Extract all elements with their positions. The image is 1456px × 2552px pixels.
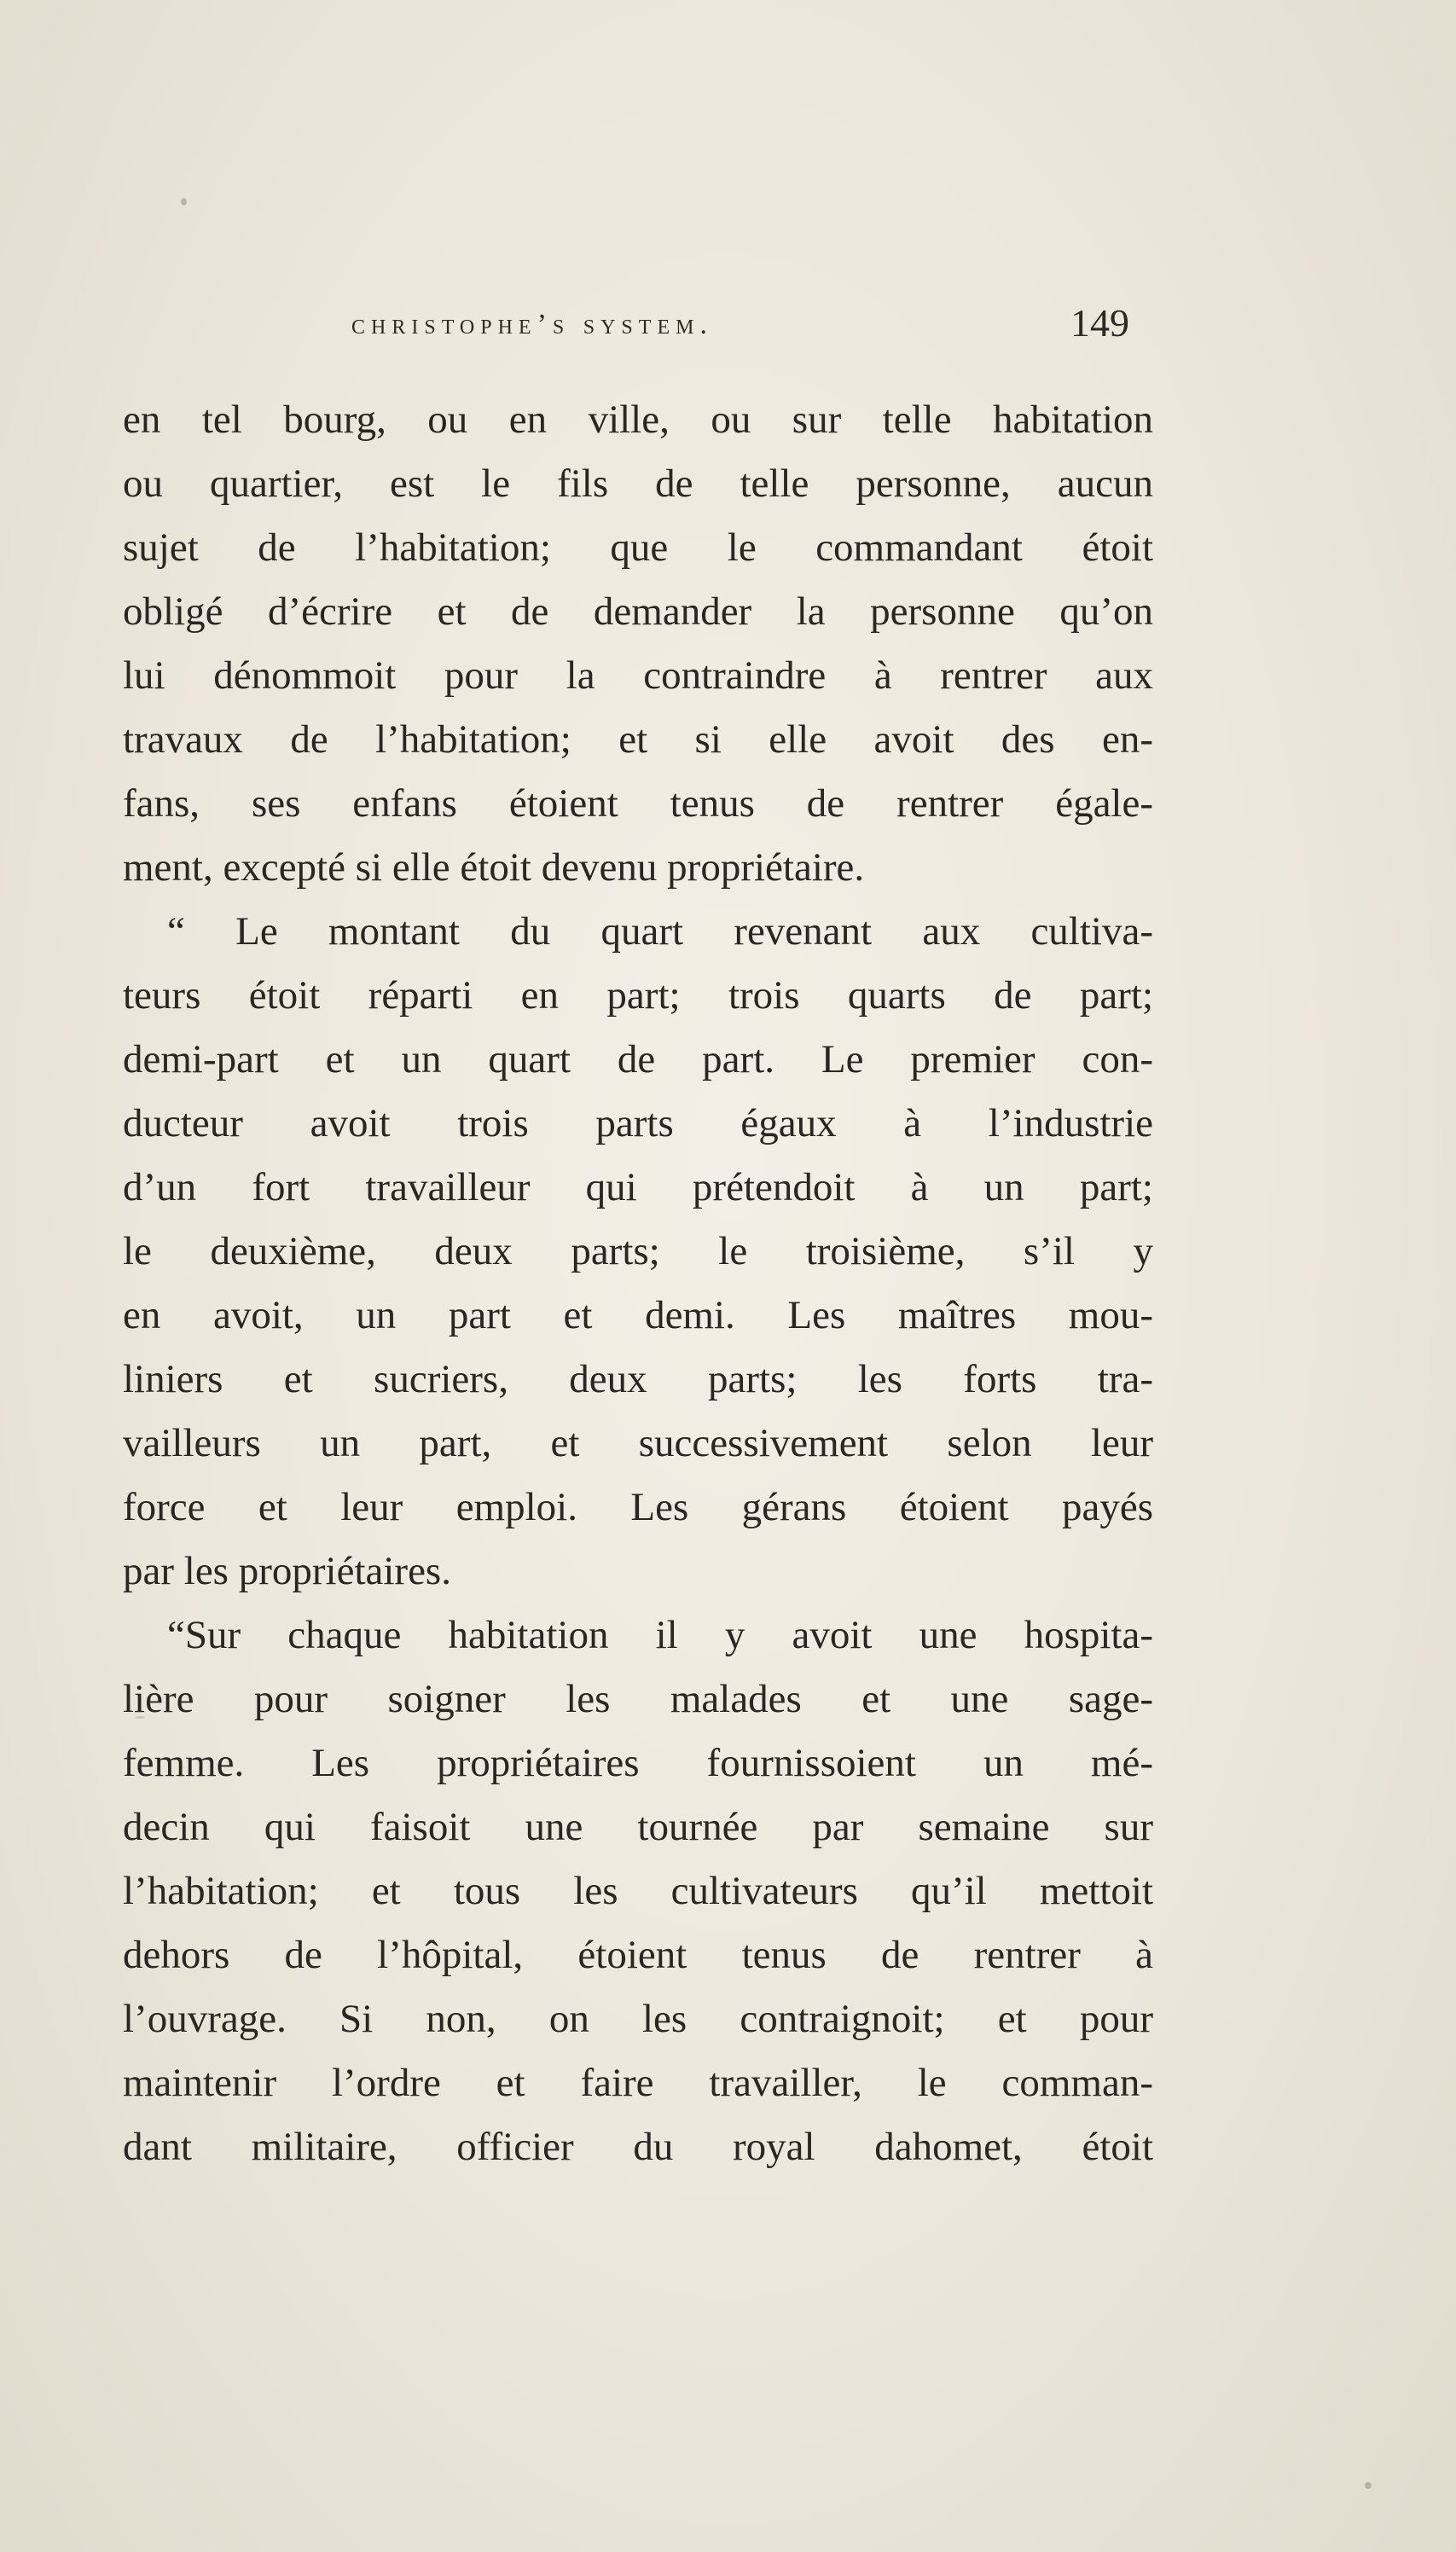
text-line: dehors de l’hôpital, étoient tenus de rentrer à — [123, 1933, 1153, 1977]
text-line: ment, excepté si elle étoit devenu propriétaire. — [123, 845, 865, 890]
text-line: “ Le montant du quart revenant aux cultiva- — [167, 909, 1153, 954]
text-line: l’habitation; et tous les cultivateurs qu’il mettoit — [123, 1869, 1153, 1913]
running-title: christophe’s system. — [351, 309, 713, 340]
running-head — [123, 300, 1129, 351]
text-line: force et leur emploi. Les gérans étoient payés — [123, 1485, 1153, 1529]
text-line: le deuxième, deux parts; le troisième, s’il y — [123, 1229, 1153, 1273]
text-line: d’un fort travailleur qui prétendoit à un part; — [123, 1165, 1153, 1209]
text-line: dant militaire, officier du royal dahomet, étoit — [123, 2125, 1153, 2169]
text-line: vailleurs un part, et successivement selon leur — [123, 1421, 1153, 1465]
text-line: l’ouvrage. Si non, on les contraignoit; et pour — [123, 1997, 1153, 2041]
paper-blemish — [181, 198, 187, 206]
text-line: en tel bourg, ou en ville, ou sur telle habitation — [123, 397, 1153, 442]
text-line: decin qui faisoit une tournée par semaine sur — [123, 1805, 1153, 1849]
text-line: lière pour soigner les malades et une sage- — [123, 1677, 1153, 1721]
page-number: 149 — [1070, 301, 1129, 345]
body-text — [123, 388, 1153, 2179]
text-line: obligé d’écrire et de demander la personne qu’on — [123, 589, 1153, 634]
paper-blemish — [1365, 2482, 1372, 2489]
paragraph — [123, 388, 1153, 900]
text-line: teurs étoit réparti en part; trois quarts de part; — [123, 973, 1153, 1018]
text-line: femme. Les propriétaires fournissoient un mé- — [123, 1741, 1153, 1785]
text-line: par les propriétaires. — [123, 1549, 451, 1593]
text-line: “Sur chaque habitation il y avoit une hospita- — [167, 1613, 1153, 1657]
text-line: lui dénommoit pour la contraindre à rentrer aux — [123, 653, 1153, 698]
text-line: en avoit, un part et demi. Les maîtres mou- — [123, 1293, 1153, 1337]
text-line: sujet de l’habitation; que le commandant étoit — [123, 525, 1153, 570]
text-line: liniers et sucriers, deux parts; les forts tra- — [123, 1357, 1153, 1401]
text-line: demi-part et un quart de part. Le premier con- — [123, 1037, 1153, 1082]
text-line: ou quartier, est le fils de telle personne, aucun — [123, 461, 1153, 506]
text-line: ducteur avoit trois parts égaux à l’industrie — [123, 1101, 1153, 1146]
text-line: fans, ses enfans étoient tenus de rentrer égale- — [123, 781, 1153, 826]
text-line: maintenir l’ordre et faire travailler, le comman- — [123, 2061, 1153, 2105]
text-line: travaux de l’habitation; et si elle avoit des en- — [123, 717, 1153, 762]
paragraph — [123, 900, 1153, 1604]
paragraph — [123, 1604, 1153, 2179]
